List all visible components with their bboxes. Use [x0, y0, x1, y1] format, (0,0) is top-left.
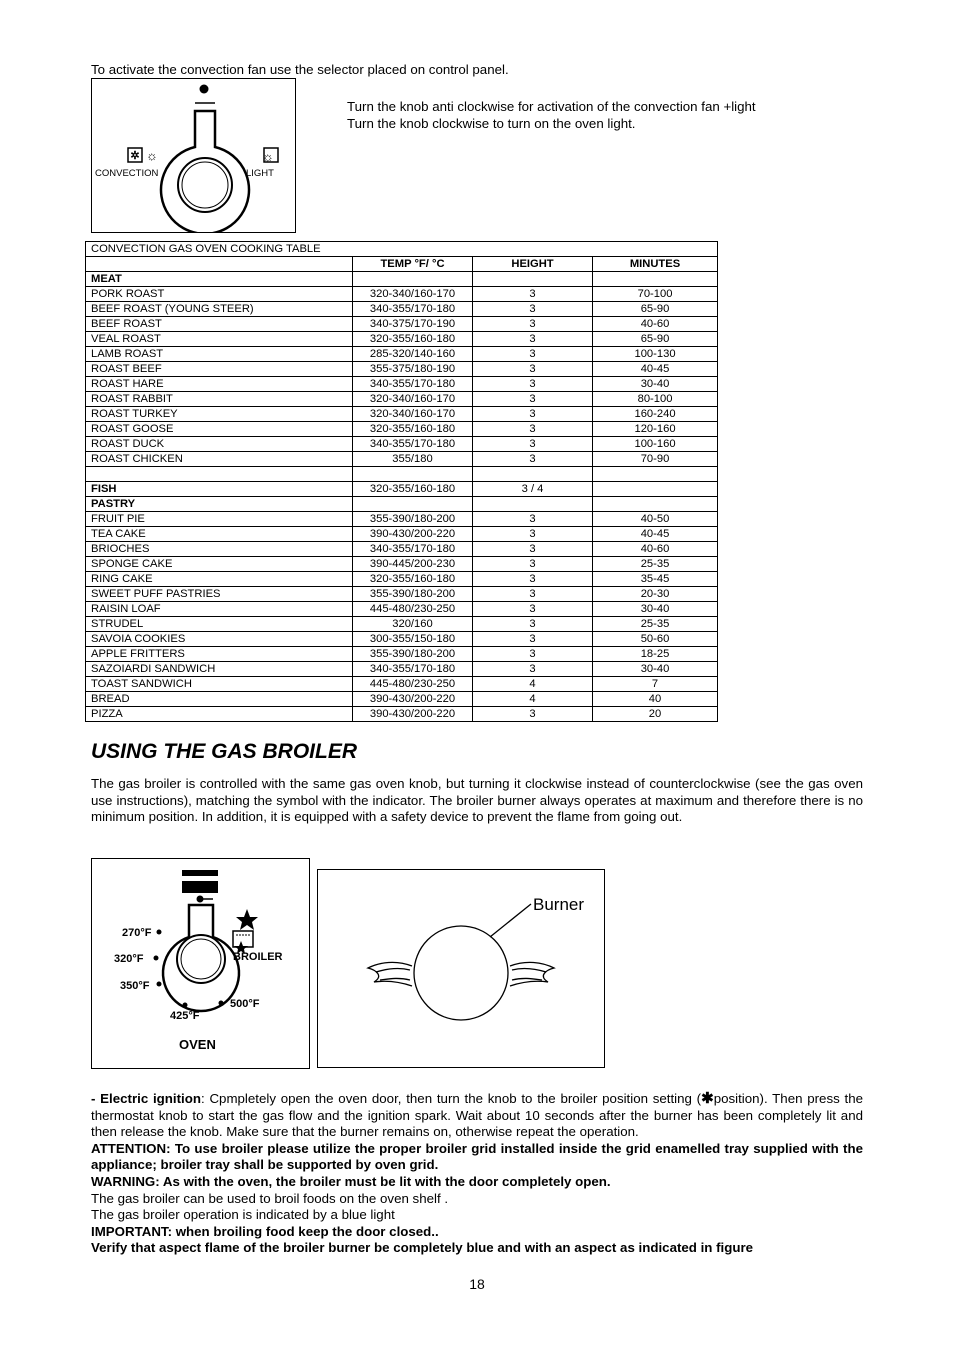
cell-food: PIZZA — [86, 707, 353, 722]
cell-temp: 340-355/170-180 — [353, 377, 473, 392]
table-row — [86, 692, 718, 707]
ignition-text-2: position). Then press the thermostat knob to start the gas flow and the ignition spark. Wait about 10 seconds after the burner has been completely lit and then release the knob. Make sure that the burner remains on, otherwise repeat the operation. — [91, 1091, 863, 1140]
cell-minutes: 100-160 — [593, 437, 718, 452]
cell-temp: 390-430/200-220 — [353, 692, 473, 707]
shelf-text: The gas broiler can be used to broil foods on the oven shelf . — [91, 1190, 449, 1206]
section-heading: USING THE GAS BROILER — [91, 740, 358, 763]
cell-temp: 390-445/200-230 — [353, 557, 473, 572]
temp-350: 350°F — [120, 980, 150, 992]
cell-food: RAISIN LOAF — [86, 602, 353, 617]
cell-minutes: 65-90 — [593, 302, 718, 317]
page-number: 18 — [469, 1276, 485, 1292]
cell-temp: 320-340/160-170 — [353, 392, 473, 407]
flame-right-icon — [510, 962, 554, 986]
light-icon — [262, 148, 278, 164]
ignition-lead: - Electric ignition — [91, 1091, 201, 1106]
cell-minutes: 20 — [593, 707, 718, 722]
cell-food: STRUDEL — [86, 617, 353, 632]
table-title: CONVECTION GAS OVEN COOKING TABLE — [86, 242, 718, 257]
cell-food: RING CAKE — [86, 572, 353, 587]
cell-height: 3 — [473, 662, 593, 677]
cell-minutes: 40-60 — [593, 317, 718, 332]
cell-height: 3 — [473, 542, 593, 557]
label-broiler: BROILER — [233, 951, 283, 963]
table-row — [86, 512, 718, 527]
ignition-paragraph — [91, 1091, 863, 1141]
cell-height: 3 — [473, 302, 593, 317]
cell-minutes: 18-25 — [593, 647, 718, 662]
knob-desc-line1: Turn the knob anti clockwise for activation of the convection fan +light — [347, 99, 756, 114]
table-row — [86, 317, 718, 332]
cell-food: FISH — [86, 482, 353, 497]
oven-knob-figure — [91, 858, 310, 1069]
header-temp: TEMP °F/ °C — [353, 257, 473, 272]
cell-food: BREAD — [86, 692, 353, 707]
cell-minutes — [593, 482, 718, 497]
cell-food: ROAST RABBIT — [86, 392, 353, 407]
cell-food: TOAST SANDWICH — [86, 677, 353, 692]
section-label: PASTRY — [86, 497, 353, 512]
table-row — [86, 617, 718, 632]
cell-temp: 320/160 — [353, 617, 473, 632]
cell-minutes: 20-30 — [593, 587, 718, 602]
cell-food: ROAST TURKEY — [86, 407, 353, 422]
table-row — [86, 542, 718, 557]
table-row — [86, 332, 718, 347]
cell-temp: 320-340/160-170 — [353, 287, 473, 302]
cell-minutes: 160-240 — [593, 407, 718, 422]
cell-height: 3 — [473, 392, 593, 407]
table-row — [86, 557, 718, 572]
cell-temp: 300-355/150-180 — [353, 632, 473, 647]
table-row — [86, 662, 718, 677]
cell-food: SAZOIARDI SANDWICH — [86, 662, 353, 677]
cell-minutes: 30-40 — [593, 662, 718, 677]
table-row — [86, 707, 718, 722]
cell-food: ROAST GOOSE — [86, 422, 353, 437]
cell-height: 3 — [473, 572, 593, 587]
verify-text: Verify that aspect flame of the broiler burner be completely blue and with an aspect as indicated in figure — [91, 1240, 754, 1256]
cell-height: 3 — [473, 557, 593, 572]
table-row — [86, 362, 718, 377]
cell-food: ROAST BEEF — [86, 362, 353, 377]
cell-height: 3 — [473, 617, 593, 632]
table-row — [86, 632, 718, 647]
table-row — [86, 587, 718, 602]
cell-height: 3 — [473, 527, 593, 542]
cell-food: SPONGE CAKE — [86, 557, 353, 572]
cell-minutes: 65-90 — [593, 332, 718, 347]
cell-food: PORK ROAST — [86, 287, 353, 302]
section-row-meat — [86, 272, 718, 287]
burner-diagram — [318, 870, 604, 1067]
cell-temp: 320-355/160-180 — [353, 572, 473, 587]
table-row — [86, 602, 718, 617]
cell-height: 3 — [473, 332, 593, 347]
table-header-row — [86, 257, 718, 272]
table-row — [86, 677, 718, 692]
cell-food: BRIOCHES — [86, 542, 353, 557]
cell-height: 3 — [473, 512, 593, 527]
knob-desc-line2: Turn the knob clockwise to turn on the oven light. — [347, 116, 636, 131]
cell-temp: 340-375/170-190 — [353, 317, 473, 332]
cell-temp: 445-480/230-250 — [353, 677, 473, 692]
table-row — [86, 302, 718, 317]
svg-text:☼: ☼ — [262, 149, 274, 164]
broiler-tray-icon — [233, 931, 253, 947]
convection-fan-icon — [128, 148, 158, 163]
label-convection: CONVECTION — [95, 168, 159, 179]
cell-height: 3 — [473, 647, 593, 662]
cell-height: 3 — [473, 287, 593, 302]
warning-text: WARNING: As with the oven, the broiler must be lit with the door completely open. — [91, 1173, 611, 1189]
table-row — [86, 437, 718, 452]
cell-height: 4 — [473, 692, 593, 707]
table-row — [86, 572, 718, 587]
knob-diagram — [92, 79, 295, 232]
cell-minutes: 50-60 — [593, 632, 718, 647]
svg-text:✲: ✲ — [130, 150, 140, 162]
table-row — [86, 647, 718, 662]
broiler-star-inline-icon: ✱ — [701, 1090, 714, 1107]
cell-temp: 355/180 — [353, 452, 473, 467]
cell-temp: 320-355/160-180 — [353, 482, 473, 497]
header-minutes: MINUTES — [593, 257, 718, 272]
cell-height: 4 — [473, 677, 593, 692]
temp-320: 320°F — [114, 953, 144, 965]
cell-minutes: 70-90 — [593, 452, 718, 467]
cell-temp: 355-390/180-200 — [353, 587, 473, 602]
table-row — [86, 422, 718, 437]
knob-description — [347, 98, 756, 132]
broiler-paragraph: The gas broiler is controlled with the same gas oven knob, but turning it clockwise instead of counterclockwise (see the gas oven use instructions), matching the symbol with the indicator. The broiler burner always operates at maximum and therefore there is no minimum position. In addition, it is equipped with a safety device to prevent the flame from going out. — [91, 776, 863, 824]
label-light: LIGHT — [246, 168, 274, 179]
label-oven: OVEN — [179, 1037, 216, 1052]
cell-minutes: 120-160 — [593, 422, 718, 437]
cell-temp: 320-355/160-180 — [353, 422, 473, 437]
cell-height: 3 — [473, 377, 593, 392]
cell-food: ROAST DUCK — [86, 437, 353, 452]
table-row — [86, 377, 718, 392]
cell-temp: 355-375/180-190 — [353, 362, 473, 377]
table-row — [86, 392, 718, 407]
svg-text:☼: ☼ — [146, 148, 158, 163]
cell-height: 3 — [473, 437, 593, 452]
table-row — [86, 452, 718, 467]
cell-height: 3 — [473, 422, 593, 437]
cell-temp: 390-430/200-220 — [353, 527, 473, 542]
cell-temp: 390-430/200-220 — [353, 707, 473, 722]
cell-food: APPLE FRITTERS — [86, 647, 353, 662]
cell-minutes: 25-35 — [593, 617, 718, 632]
cell-minutes: 30-40 — [593, 602, 718, 617]
cell-temp: 320-355/160-180 — [353, 332, 473, 347]
broiler-star-icon — [236, 909, 258, 930]
cell-food: SWEET PUFF PASTRIES — [86, 587, 353, 602]
header-height: HEIGHT — [473, 257, 593, 272]
cell-height: 3 — [473, 632, 593, 647]
table-row — [86, 287, 718, 302]
cell-height: 3 — [473, 407, 593, 422]
temp-500: 500°F — [230, 998, 260, 1010]
cell-minutes: 30-40 — [593, 377, 718, 392]
cooking-table-body — [86, 242, 718, 722]
cell-temp: 320-340/160-170 — [353, 407, 473, 422]
burner-label: Burner — [533, 895, 585, 914]
table-row — [86, 407, 718, 422]
cell-height: 3 — [473, 602, 593, 617]
cell-minutes: 25-35 — [593, 557, 718, 572]
important-text: IMPORTANT: when broiling food keep the door closed.. — [91, 1223, 439, 1239]
cell-minutes: 40-60 — [593, 542, 718, 557]
temp-425: 425°F — [170, 1010, 200, 1022]
cell-height: 3 — [473, 317, 593, 332]
oven-knob-diagram — [92, 859, 309, 1068]
cooking-table — [85, 241, 718, 722]
cell-temp: 340-355/170-180 — [353, 662, 473, 677]
cell-food: ROAST CHICKEN — [86, 452, 353, 467]
cell-food: FRUIT PIE — [86, 512, 353, 527]
section-meat: MEAT — [86, 272, 353, 287]
cell-temp: 340-355/170-180 — [353, 437, 473, 452]
cell-food: ROAST HARE — [86, 377, 353, 392]
cell-height: 3 — [473, 347, 593, 362]
cell-minutes: 40-45 — [593, 362, 718, 377]
section-row-pastry — [86, 497, 718, 512]
cell-height: 3 — [473, 452, 593, 467]
burner-figure — [317, 869, 605, 1068]
cell-minutes: 80-100 — [593, 392, 718, 407]
cell-temp: 445-480/230-250 — [353, 602, 473, 617]
cell-minutes: 35-45 — [593, 572, 718, 587]
cell-food: SAVOIA COOKIES — [86, 632, 353, 647]
cell-food: BEEF ROAST (YOUNG STEER) — [86, 302, 353, 317]
table-row-blank — [86, 467, 718, 482]
convection-knob-figure — [91, 78, 296, 233]
cell-food: VEAL ROAST — [86, 332, 353, 347]
cell-height: 3 — [473, 362, 593, 377]
cell-food: TEA CAKE — [86, 527, 353, 542]
cell-minutes: 7 — [593, 677, 718, 692]
table-row — [86, 527, 718, 542]
cell-height: 3 / 4 — [473, 482, 593, 497]
cell-temp: 285-320/140-160 — [353, 347, 473, 362]
temp-270: 270°F — [122, 927, 152, 939]
cell-food: LAMB ROAST — [86, 347, 353, 362]
header-empty — [86, 257, 353, 272]
cell-temp: 355-390/180-200 — [353, 647, 473, 662]
cell-minutes: 70-100 — [593, 287, 718, 302]
cell-temp: 340-355/170-180 — [353, 302, 473, 317]
cell-height: 3 — [473, 707, 593, 722]
broiler-instructions — [91, 1091, 863, 1257]
cell-minutes: 40-50 — [593, 512, 718, 527]
cell-temp: 340-355/170-180 — [353, 542, 473, 557]
table-row — [86, 347, 718, 362]
cell-minutes: 40 — [593, 692, 718, 707]
table-title-row — [86, 242, 718, 257]
blue-light-text: The gas broiler operation is indicated by a blue light — [91, 1207, 395, 1223]
intro-text: To activate the convection fan use the selector placed on control panel. — [91, 62, 509, 77]
cell-height: 3 — [473, 587, 593, 602]
table-row-fish — [86, 482, 718, 497]
attention-text: ATTENTION: To use broiler please utilize the proper broiler grid installed inside the grid enamelled tray supplied with the appliance; broiler tray shall be supported by oven grid. — [91, 1140, 863, 1173]
ignition-text-1: : Cpmpletely open the oven door, then turn the knob to the broiler position setting ( — [201, 1091, 702, 1106]
flame-left-icon — [368, 962, 412, 986]
cell-food: BEEF ROAST — [86, 317, 353, 332]
cell-minutes: 100-130 — [593, 347, 718, 362]
cell-temp: 355-390/180-200 — [353, 512, 473, 527]
cell-minutes: 40-45 — [593, 527, 718, 542]
